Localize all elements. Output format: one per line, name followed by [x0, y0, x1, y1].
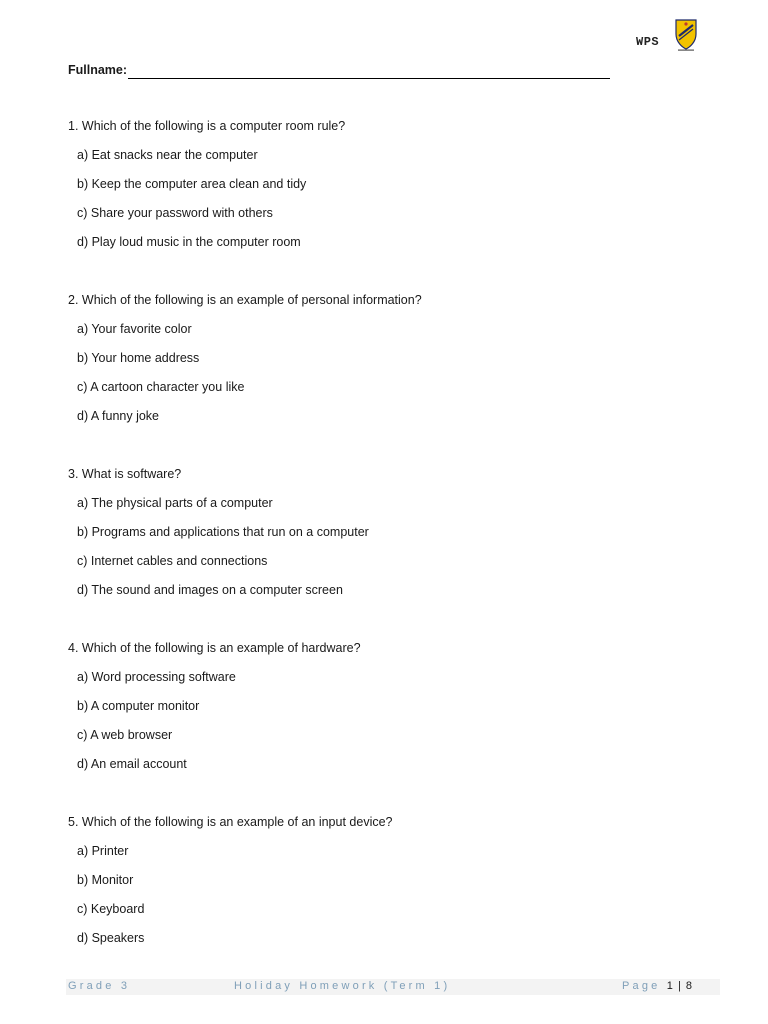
question-4 — [68, 641, 688, 815]
option-a: a) Your favorite color — [77, 322, 192, 336]
question-text: 1. Which of the following is a computer room rule? — [68, 119, 346, 133]
option-d: d) The sound and images on a computer screen — [77, 583, 343, 597]
footer-title: Holiday Homework (Term 1) — [234, 980, 451, 992]
question-list — [68, 119, 688, 960]
question-1 — [68, 119, 688, 293]
option-b: b) Your home address — [77, 351, 200, 365]
page-footer — [66, 979, 720, 995]
page-number: 1 | 8 — [666, 980, 693, 992]
option-d: d) An email account — [77, 757, 187, 771]
footer-page-number — [622, 980, 693, 992]
option-b: b) A computer monitor — [77, 699, 200, 713]
footer-page-label: Page — [622, 980, 661, 992]
option-a: a) The physical parts of a computer — [77, 496, 273, 510]
option-b: b) Keep the computer area clean and tidy — [77, 177, 307, 191]
option-c: c) Share your password with others — [77, 206, 273, 220]
option-c: c) A cartoon character you like — [77, 380, 245, 394]
question-text: 3. What is software? — [68, 467, 182, 481]
question-5 — [68, 815, 688, 960]
option-b: b) Monitor — [77, 873, 134, 887]
fullname-label: Fullname: — [68, 63, 128, 77]
option-a: a) Word processing software — [77, 670, 236, 684]
school-crest-logo — [674, 18, 698, 52]
option-d: d) A funny joke — [77, 409, 160, 423]
question-text: 4. Which of the following is an example of hardware? — [68, 641, 361, 655]
fullname-line[interactable] — [128, 78, 610, 79]
option-d: d) Play loud music in the computer room — [77, 235, 301, 249]
option-c: c) A web browser — [77, 728, 173, 742]
option-b: b) Programs and applications that run on a computer — [77, 525, 369, 539]
question-text: 2. Which of the following is an example of personal information? — [68, 293, 422, 307]
option-c: c) Internet cables and connections — [77, 554, 268, 568]
option-a: a) Eat snacks near the computer — [77, 148, 258, 162]
question-text: 5. Which of the following is an example of an input device? — [68, 815, 393, 829]
school-code: WPS — [636, 35, 660, 49]
question-2 — [68, 293, 688, 467]
footer-grade: Grade 3 — [68, 980, 131, 992]
option-c: c) Keyboard — [77, 902, 145, 916]
option-a: a) Printer — [77, 844, 129, 858]
question-3 — [68, 467, 688, 641]
option-d: d) Speakers — [77, 931, 145, 945]
